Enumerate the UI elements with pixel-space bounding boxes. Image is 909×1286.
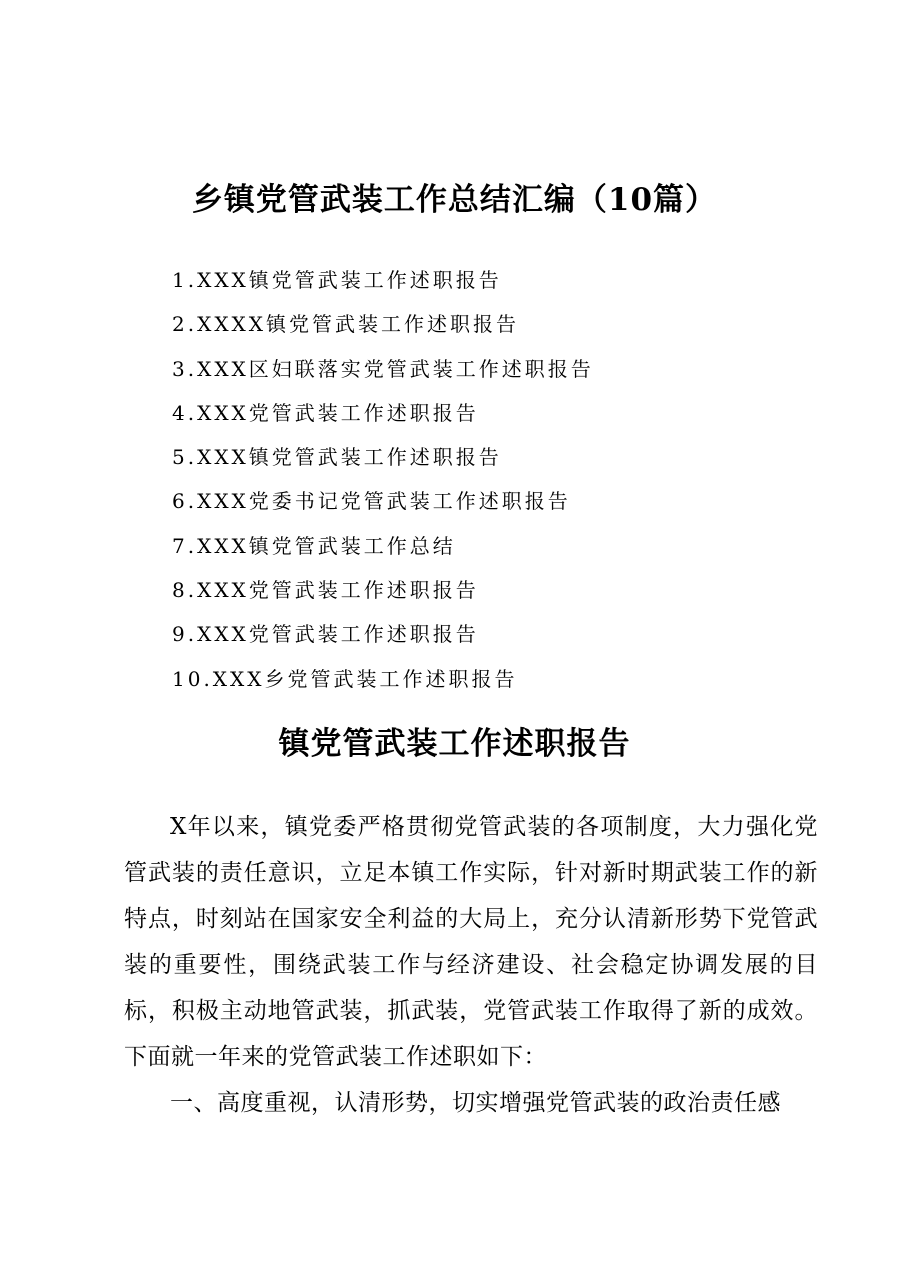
toc-item: 6.XXX党委书记党管武装工作述职报告 [172, 489, 571, 514]
section-heading-paragraph: 一、高度重视，认清形势，切实增强党管武装的政治责任感 [170, 1090, 781, 1116]
toc-item: 9.XXX党管武装工作述职报告 [172, 622, 479, 647]
toc-item: 2.XXXX镇党管武装工作述职报告 [172, 312, 520, 337]
toc-item: 7.XXX镇党管武装工作总结 [172, 533, 456, 558]
table-of-contents [172, 258, 594, 701]
toc-item: 5.XXX镇党管武装工作述职报告 [172, 445, 502, 470]
section-title: 镇党管武装工作述职报告 [278, 726, 631, 762]
body-paragraph: X年以来，镇党委严格贯彻党管武装的各项制度，大力强化党管武装的责任意识，立足本镇工作实际，针对新时期武装工作的新特点，时刻站在国家安全利益的大局上，充分认清新形势下党管武装的重要性，围绕武装工作与经济建设、社会稳定协调发展的目标，积极主动地管武装，抓武装，党管武装工作取得了新的成效。下面就一年来的党管武装工作述职如下： [124, 814, 818, 1070]
report-body [124, 804, 818, 1126]
document-title: 乡镇党管武装工作总结汇编（10篇） [191, 182, 718, 218]
toc-item: 10.XXX乡党管武装工作述职报告 [172, 666, 518, 691]
toc-item: 1.XXX镇党管武装工作述职报告 [172, 268, 502, 292]
toc-item: 4.XXX党管武装工作述职报告 [172, 400, 479, 425]
toc-item: 3.XXX区妇联落实党管武装工作述职报告 [172, 356, 594, 381]
toc-item: 8.XXX党管武装工作述职报告 [172, 578, 479, 603]
